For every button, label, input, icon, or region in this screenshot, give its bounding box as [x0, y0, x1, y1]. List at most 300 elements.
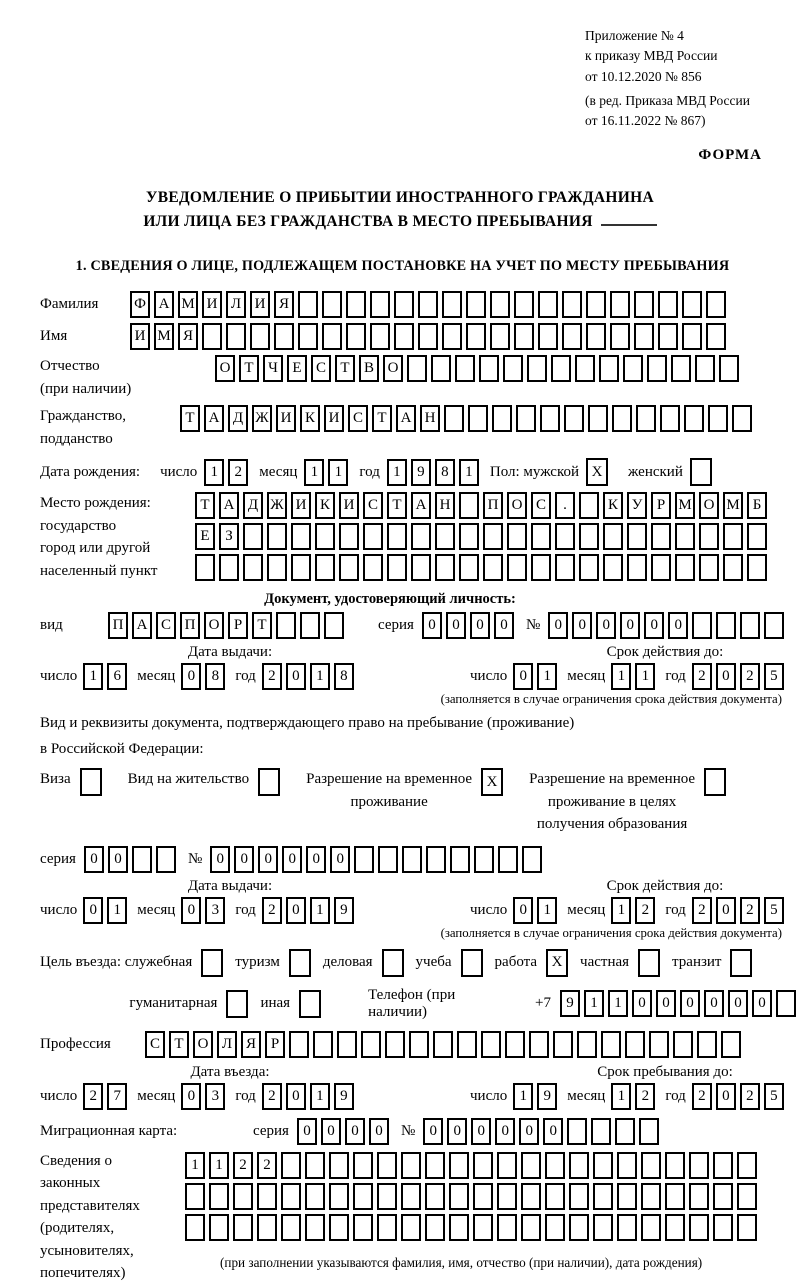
- char-cell[interactable]: 0: [286, 663, 306, 690]
- char-cell[interactable]: 1: [209, 1152, 229, 1179]
- char-cell[interactable]: [431, 355, 451, 382]
- char-cell[interactable]: [289, 1031, 309, 1058]
- char-cell[interactable]: [675, 523, 695, 550]
- char-cell[interactable]: [577, 1031, 597, 1058]
- char-cell[interactable]: 0: [495, 1118, 515, 1145]
- char-cell[interactable]: Я: [241, 1031, 261, 1058]
- char-cell[interactable]: [610, 291, 630, 318]
- char-cell[interactable]: [591, 1118, 611, 1145]
- char-cell[interactable]: [324, 612, 344, 639]
- char-cell[interactable]: А: [204, 405, 224, 432]
- char-cell[interactable]: П: [108, 612, 128, 639]
- char-cell[interactable]: 0: [447, 1118, 467, 1145]
- char-cell[interactable]: [250, 323, 270, 350]
- char-cell[interactable]: [322, 323, 342, 350]
- char-cell[interactable]: Д: [243, 492, 263, 519]
- char-cell[interactable]: 0: [668, 612, 688, 639]
- char-cell[interactable]: [442, 291, 462, 318]
- char-cell[interactable]: 7: [107, 1083, 127, 1110]
- char-cell[interactable]: 0: [422, 612, 442, 639]
- char-cell[interactable]: [498, 846, 518, 873]
- char-cell[interactable]: [747, 523, 767, 550]
- char-cell[interactable]: [692, 612, 712, 639]
- char-cell[interactable]: 8: [205, 663, 225, 690]
- char-cell[interactable]: К: [300, 405, 320, 432]
- char-cell[interactable]: [402, 846, 422, 873]
- char-cell[interactable]: [305, 1152, 325, 1179]
- char-cell[interactable]: [723, 554, 743, 581]
- char-cell[interactable]: Т: [169, 1031, 189, 1058]
- char-cell[interactable]: 0: [282, 846, 302, 873]
- char-cell[interactable]: И: [250, 291, 270, 318]
- char-cell[interactable]: [660, 405, 680, 432]
- char-cell[interactable]: X: [586, 458, 608, 486]
- char-cell[interactable]: Л: [226, 291, 246, 318]
- char-cell[interactable]: [647, 355, 667, 382]
- char-cell[interactable]: 0: [704, 990, 724, 1017]
- char-cell[interactable]: [401, 1152, 421, 1179]
- char-cell[interactable]: [483, 554, 503, 581]
- char-cell[interactable]: [433, 1031, 453, 1058]
- char-cell[interactable]: М: [178, 291, 198, 318]
- char-cell[interactable]: М: [154, 323, 174, 350]
- char-cell[interactable]: [579, 492, 599, 519]
- char-cell[interactable]: [370, 291, 390, 318]
- char-cell[interactable]: Т: [195, 492, 215, 519]
- char-cell[interactable]: [497, 1183, 517, 1210]
- char-cell[interactable]: [719, 355, 739, 382]
- char-cell[interactable]: 0: [181, 1083, 201, 1110]
- char-cell[interactable]: [708, 405, 728, 432]
- char-cell[interactable]: Т: [252, 612, 272, 639]
- char-cell[interactable]: [449, 1152, 469, 1179]
- char-cell[interactable]: [579, 554, 599, 581]
- char-cell[interactable]: [243, 554, 263, 581]
- char-cell[interactable]: [641, 1183, 661, 1210]
- char-cell[interactable]: [673, 1031, 693, 1058]
- char-cell[interactable]: [562, 323, 582, 350]
- char-cell[interactable]: [411, 554, 431, 581]
- char-cell[interactable]: 1: [611, 663, 631, 690]
- char-cell[interactable]: [339, 523, 359, 550]
- char-cell[interactable]: [450, 846, 470, 873]
- char-cell[interactable]: Т: [335, 355, 355, 382]
- char-cell[interactable]: М: [675, 492, 695, 519]
- char-cell[interactable]: [514, 291, 534, 318]
- char-cell[interactable]: [492, 405, 512, 432]
- char-cell[interactable]: [353, 1214, 373, 1241]
- char-cell[interactable]: Н: [435, 492, 455, 519]
- char-cell[interactable]: [593, 1214, 613, 1241]
- char-cell[interactable]: [226, 990, 248, 1018]
- char-cell[interactable]: [291, 554, 311, 581]
- char-cell[interactable]: Т: [372, 405, 392, 432]
- char-cell[interactable]: [425, 1214, 445, 1241]
- char-cell[interactable]: К: [603, 492, 623, 519]
- char-cell[interactable]: 1: [310, 663, 330, 690]
- char-cell[interactable]: [156, 846, 176, 873]
- char-cell[interactable]: [276, 612, 296, 639]
- char-cell[interactable]: А: [219, 492, 239, 519]
- char-cell[interactable]: [449, 1183, 469, 1210]
- char-cell[interactable]: Т: [180, 405, 200, 432]
- char-cell[interactable]: 1: [611, 897, 631, 924]
- char-cell[interactable]: О: [204, 612, 224, 639]
- char-cell[interactable]: [289, 949, 311, 977]
- char-cell[interactable]: X: [546, 949, 568, 977]
- char-cell[interactable]: [569, 1152, 589, 1179]
- char-cell[interactable]: [531, 523, 551, 550]
- char-cell[interactable]: [490, 291, 510, 318]
- char-cell[interactable]: 5: [764, 1083, 784, 1110]
- char-cell[interactable]: [564, 405, 584, 432]
- char-cell[interactable]: [394, 323, 414, 350]
- char-cell[interactable]: [514, 323, 534, 350]
- char-cell[interactable]: [425, 1152, 445, 1179]
- char-cell[interactable]: 0: [181, 663, 201, 690]
- char-cell[interactable]: У: [627, 492, 647, 519]
- char-cell[interactable]: [209, 1214, 229, 1241]
- char-cell[interactable]: [226, 323, 246, 350]
- char-cell[interactable]: [466, 323, 486, 350]
- char-cell[interactable]: 1: [83, 663, 103, 690]
- char-cell[interactable]: И: [276, 405, 296, 432]
- char-cell[interactable]: [625, 1031, 645, 1058]
- char-cell[interactable]: И: [324, 405, 344, 432]
- char-cell[interactable]: [281, 1152, 301, 1179]
- char-cell[interactable]: [579, 523, 599, 550]
- char-cell[interactable]: [315, 554, 335, 581]
- char-cell[interactable]: [721, 1031, 741, 1058]
- char-cell[interactable]: [257, 1214, 277, 1241]
- char-cell[interactable]: [689, 1214, 709, 1241]
- char-cell[interactable]: 2: [262, 663, 282, 690]
- char-cell[interactable]: [521, 1183, 541, 1210]
- char-cell[interactable]: [461, 949, 483, 977]
- char-cell[interactable]: Ф: [130, 291, 150, 318]
- char-cell[interactable]: [522, 846, 542, 873]
- char-cell[interactable]: [387, 523, 407, 550]
- char-cell[interactable]: А: [132, 612, 152, 639]
- char-cell[interactable]: С: [311, 355, 331, 382]
- char-cell[interactable]: 0: [345, 1118, 365, 1145]
- char-cell[interactable]: 0: [423, 1118, 443, 1145]
- char-cell[interactable]: Т: [387, 492, 407, 519]
- char-cell[interactable]: [690, 458, 712, 486]
- char-cell[interactable]: Ж: [267, 492, 287, 519]
- char-cell[interactable]: [658, 291, 678, 318]
- char-cell[interactable]: [299, 990, 321, 1018]
- char-cell[interactable]: [713, 1183, 733, 1210]
- char-cell[interactable]: 1: [107, 897, 127, 924]
- char-cell[interactable]: [651, 554, 671, 581]
- char-cell[interactable]: 2: [635, 897, 655, 924]
- char-cell[interactable]: 0: [716, 1083, 736, 1110]
- char-cell[interactable]: 2: [740, 663, 760, 690]
- char-cell[interactable]: О: [507, 492, 527, 519]
- char-cell[interactable]: 1: [608, 990, 628, 1017]
- char-cell[interactable]: [298, 323, 318, 350]
- char-cell[interactable]: [339, 554, 359, 581]
- char-cell[interactable]: С: [156, 612, 176, 639]
- char-cell[interactable]: [555, 523, 575, 550]
- char-cell[interactable]: [394, 291, 414, 318]
- char-cell[interactable]: 1: [537, 897, 557, 924]
- char-cell[interactable]: [555, 554, 575, 581]
- char-cell[interactable]: 2: [228, 459, 248, 486]
- char-cell[interactable]: [315, 523, 335, 550]
- char-cell[interactable]: [490, 323, 510, 350]
- char-cell[interactable]: О: [383, 355, 403, 382]
- char-cell[interactable]: М: [723, 492, 743, 519]
- char-cell[interactable]: [764, 612, 784, 639]
- char-cell[interactable]: 0: [83, 897, 103, 924]
- char-cell[interactable]: 2: [692, 663, 712, 690]
- char-cell[interactable]: Р: [228, 612, 248, 639]
- char-cell[interactable]: [651, 523, 671, 550]
- char-cell[interactable]: 1: [204, 459, 224, 486]
- char-cell[interactable]: [730, 949, 752, 977]
- char-cell[interactable]: [185, 1214, 205, 1241]
- char-cell[interactable]: [479, 355, 499, 382]
- char-cell[interactable]: [459, 523, 479, 550]
- char-cell[interactable]: 0: [752, 990, 772, 1017]
- char-cell[interactable]: А: [154, 291, 174, 318]
- char-cell[interactable]: [444, 405, 464, 432]
- char-cell[interactable]: [258, 768, 280, 796]
- char-cell[interactable]: [377, 1152, 397, 1179]
- char-cell[interactable]: [353, 1152, 373, 1179]
- char-cell[interactable]: [322, 291, 342, 318]
- char-cell[interactable]: [329, 1183, 349, 1210]
- char-cell[interactable]: К: [315, 492, 335, 519]
- char-cell[interactable]: А: [396, 405, 416, 432]
- char-cell[interactable]: [638, 949, 660, 977]
- char-cell[interactable]: [776, 990, 796, 1017]
- char-cell[interactable]: А: [411, 492, 431, 519]
- char-cell[interactable]: 2: [692, 1083, 712, 1110]
- char-cell[interactable]: .: [555, 492, 575, 519]
- char-cell[interactable]: 0: [369, 1118, 389, 1145]
- char-cell[interactable]: Н: [420, 405, 440, 432]
- char-cell[interactable]: 0: [543, 1118, 563, 1145]
- char-cell[interactable]: 0: [108, 846, 128, 873]
- char-cell[interactable]: [617, 1214, 637, 1241]
- char-cell[interactable]: [219, 554, 239, 581]
- char-cell[interactable]: О: [193, 1031, 213, 1058]
- char-cell[interactable]: [455, 355, 475, 382]
- char-cell[interactable]: Ч: [263, 355, 283, 382]
- char-cell[interactable]: [658, 323, 678, 350]
- char-cell[interactable]: [449, 1214, 469, 1241]
- char-cell[interactable]: [586, 323, 606, 350]
- char-cell[interactable]: [615, 1118, 635, 1145]
- char-cell[interactable]: [267, 554, 287, 581]
- char-cell[interactable]: [699, 523, 719, 550]
- char-cell[interactable]: 1: [328, 459, 348, 486]
- char-cell[interactable]: 1: [310, 1083, 330, 1110]
- char-cell[interactable]: [610, 323, 630, 350]
- char-cell[interactable]: [538, 291, 558, 318]
- char-cell[interactable]: [80, 768, 102, 796]
- char-cell[interactable]: 5: [764, 663, 784, 690]
- char-cell[interactable]: [623, 355, 643, 382]
- char-cell[interactable]: [473, 1214, 493, 1241]
- char-cell[interactable]: 0: [632, 990, 652, 1017]
- char-cell[interactable]: П: [483, 492, 503, 519]
- char-cell[interactable]: [233, 1183, 253, 1210]
- char-cell[interactable]: [689, 1152, 709, 1179]
- char-cell[interactable]: [665, 1183, 685, 1210]
- char-cell[interactable]: [649, 1031, 669, 1058]
- char-cell[interactable]: О: [699, 492, 719, 519]
- char-cell[interactable]: 2: [83, 1083, 103, 1110]
- char-cell[interactable]: 0: [84, 846, 104, 873]
- char-cell[interactable]: [634, 291, 654, 318]
- char-cell[interactable]: С: [145, 1031, 165, 1058]
- char-cell[interactable]: 9: [560, 990, 580, 1017]
- char-cell[interactable]: И: [291, 492, 311, 519]
- char-cell[interactable]: [695, 355, 715, 382]
- char-cell[interactable]: 0: [728, 990, 748, 1017]
- char-cell[interactable]: [257, 1183, 277, 1210]
- char-cell[interactable]: [409, 1031, 429, 1058]
- char-cell[interactable]: [665, 1152, 685, 1179]
- char-cell[interactable]: 2: [257, 1152, 277, 1179]
- char-cell[interactable]: [586, 291, 606, 318]
- char-cell[interactable]: [593, 1183, 613, 1210]
- char-cell[interactable]: 0: [548, 612, 568, 639]
- char-cell[interactable]: 0: [234, 846, 254, 873]
- char-cell[interactable]: [305, 1183, 325, 1210]
- char-cell[interactable]: 0: [181, 897, 201, 924]
- char-cell[interactable]: [682, 323, 702, 350]
- char-cell[interactable]: [713, 1214, 733, 1241]
- char-cell[interactable]: 2: [262, 1083, 282, 1110]
- char-cell[interactable]: [459, 492, 479, 519]
- char-cell[interactable]: 1: [611, 1083, 631, 1110]
- char-cell[interactable]: 0: [286, 897, 306, 924]
- char-cell[interactable]: [435, 523, 455, 550]
- char-cell[interactable]: [195, 554, 215, 581]
- char-cell[interactable]: [363, 554, 383, 581]
- char-cell[interactable]: [353, 1183, 373, 1210]
- char-cell[interactable]: И: [130, 323, 150, 350]
- char-cell[interactable]: [641, 1152, 661, 1179]
- char-cell[interactable]: [507, 523, 527, 550]
- char-cell[interactable]: [407, 355, 427, 382]
- char-cell[interactable]: 3: [205, 897, 225, 924]
- char-cell[interactable]: [737, 1183, 757, 1210]
- char-cell[interactable]: [298, 291, 318, 318]
- char-cell[interactable]: [737, 1152, 757, 1179]
- char-cell[interactable]: [378, 846, 398, 873]
- char-cell[interactable]: 5: [764, 897, 784, 924]
- char-cell[interactable]: [233, 1214, 253, 1241]
- char-cell[interactable]: [385, 1031, 405, 1058]
- char-cell[interactable]: [481, 1031, 501, 1058]
- char-cell[interactable]: [473, 1183, 493, 1210]
- char-cell[interactable]: [267, 523, 287, 550]
- char-cell[interactable]: [545, 1214, 565, 1241]
- char-cell[interactable]: [588, 405, 608, 432]
- char-cell[interactable]: [209, 1183, 229, 1210]
- char-cell[interactable]: [401, 1214, 421, 1241]
- char-cell[interactable]: 2: [635, 1083, 655, 1110]
- char-cell[interactable]: [706, 291, 726, 318]
- char-cell[interactable]: [377, 1183, 397, 1210]
- char-cell[interactable]: [329, 1214, 349, 1241]
- char-cell[interactable]: [723, 523, 743, 550]
- char-cell[interactable]: 0: [513, 897, 533, 924]
- char-cell[interactable]: 0: [644, 612, 664, 639]
- char-cell[interactable]: [569, 1183, 589, 1210]
- char-cell[interactable]: [387, 554, 407, 581]
- char-cell[interactable]: [603, 523, 623, 550]
- char-cell[interactable]: [682, 291, 702, 318]
- char-cell[interactable]: [538, 323, 558, 350]
- char-cell[interactable]: И: [339, 492, 359, 519]
- char-cell[interactable]: 0: [321, 1118, 341, 1145]
- char-cell[interactable]: 1: [459, 459, 479, 486]
- char-cell[interactable]: [305, 1214, 325, 1241]
- char-cell[interactable]: [732, 405, 752, 432]
- char-cell[interactable]: 2: [740, 897, 760, 924]
- char-cell[interactable]: [716, 612, 736, 639]
- char-cell[interactable]: [354, 846, 374, 873]
- char-cell[interactable]: [483, 523, 503, 550]
- char-cell[interactable]: [473, 1152, 493, 1179]
- char-cell[interactable]: 1: [387, 459, 407, 486]
- char-cell[interactable]: [627, 554, 647, 581]
- char-cell[interactable]: [401, 1183, 421, 1210]
- char-cell[interactable]: [529, 1031, 549, 1058]
- char-cell[interactable]: Т: [239, 355, 259, 382]
- char-cell[interactable]: 8: [334, 663, 354, 690]
- char-cell[interactable]: [601, 1031, 621, 1058]
- char-cell[interactable]: [545, 1183, 565, 1210]
- char-cell[interactable]: [468, 405, 488, 432]
- char-cell[interactable]: [361, 1031, 381, 1058]
- char-cell[interactable]: [425, 1183, 445, 1210]
- char-cell[interactable]: Я: [274, 291, 294, 318]
- char-cell[interactable]: [697, 1031, 717, 1058]
- char-cell[interactable]: 1: [304, 459, 324, 486]
- char-cell[interactable]: Е: [195, 523, 215, 550]
- char-cell[interactable]: [713, 1152, 733, 1179]
- char-cell[interactable]: [505, 1031, 525, 1058]
- char-cell[interactable]: [612, 405, 632, 432]
- char-cell[interactable]: Р: [651, 492, 671, 519]
- char-cell[interactable]: С: [531, 492, 551, 519]
- char-cell[interactable]: [567, 1118, 587, 1145]
- char-cell[interactable]: [627, 523, 647, 550]
- char-cell[interactable]: [527, 355, 547, 382]
- char-cell[interactable]: П: [180, 612, 200, 639]
- char-cell[interactable]: С: [363, 492, 383, 519]
- char-cell[interactable]: 9: [334, 897, 354, 924]
- char-cell[interactable]: [474, 846, 494, 873]
- char-cell[interactable]: [300, 612, 320, 639]
- char-cell[interactable]: 0: [519, 1118, 539, 1145]
- char-cell[interactable]: 2: [740, 1083, 760, 1110]
- char-cell[interactable]: [636, 405, 656, 432]
- char-cell[interactable]: [281, 1183, 301, 1210]
- char-cell[interactable]: 0: [286, 1083, 306, 1110]
- char-cell[interactable]: [466, 291, 486, 318]
- char-cell[interactable]: Я: [178, 323, 198, 350]
- char-cell[interactable]: [617, 1183, 637, 1210]
